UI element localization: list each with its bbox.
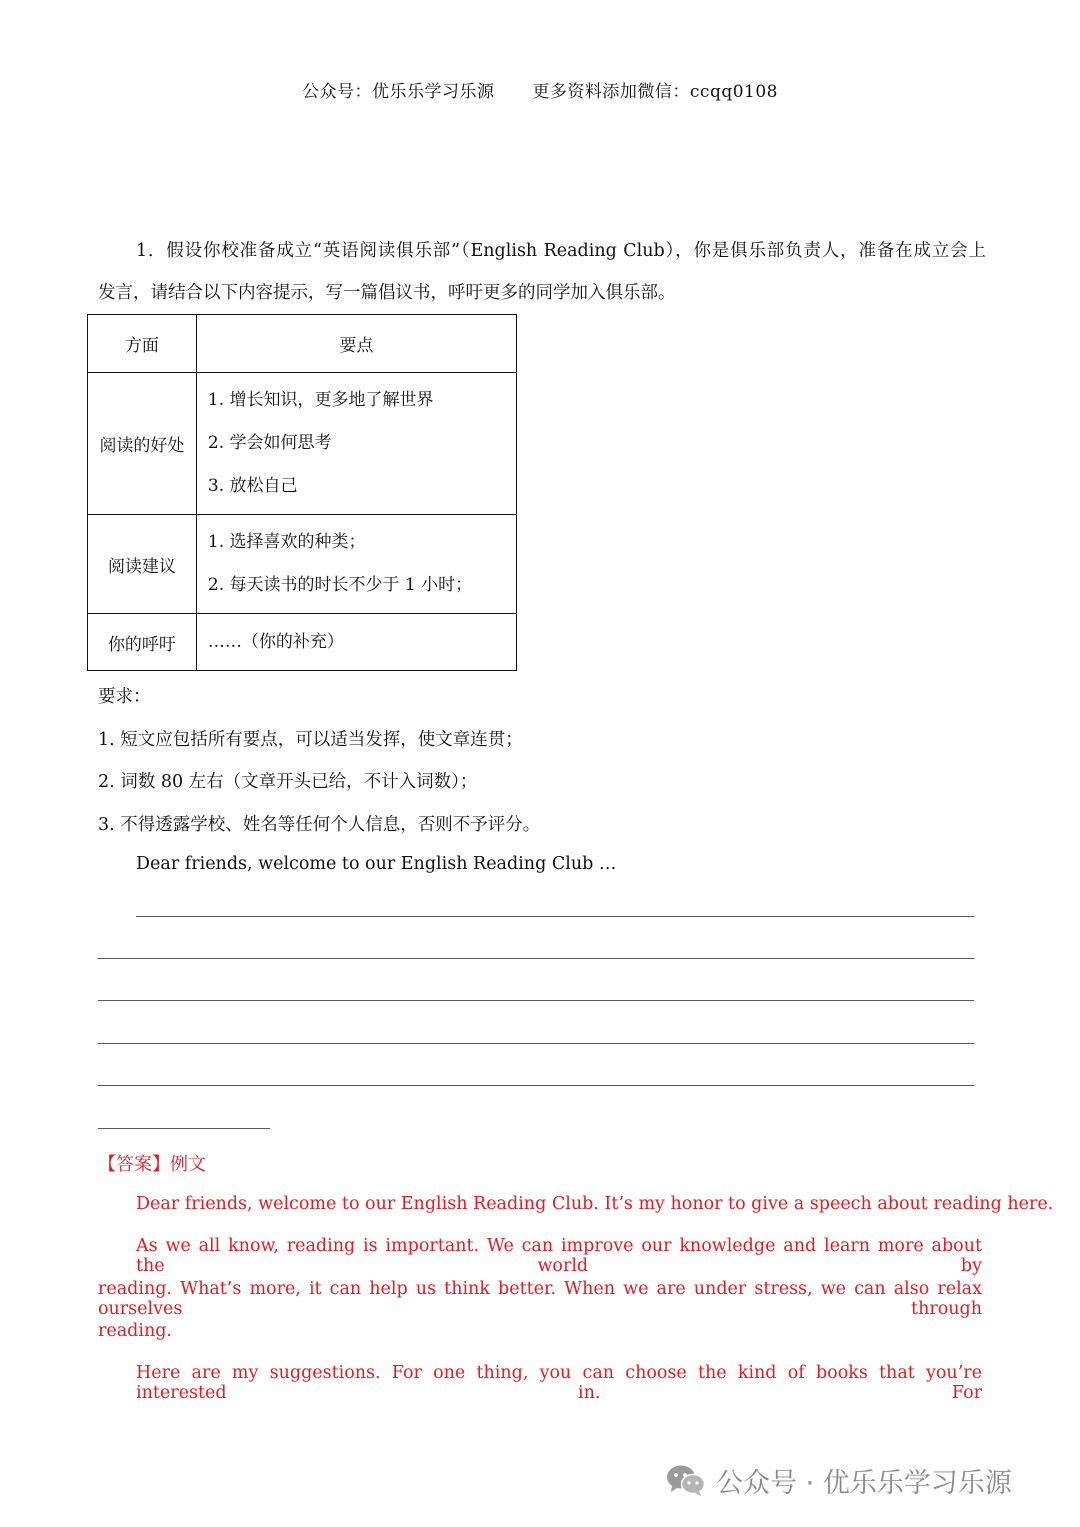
header-wechat: 更多资料添加微信：ccqq0108 (532, 82, 778, 102)
writing-line[interactable] (136, 916, 974, 917)
point-item: ……（你的补充） (207, 631, 344, 652)
requirement-item: 1. 短文应包括所有要点，可以适当发挥，使文章连贯； (98, 730, 523, 750)
table-cell-points (196, 373, 516, 515)
answer-paragraph-3-line-1: Here are my suggestions. For one thing, you can choose the kind of books that you’re interested in. For (136, 1363, 982, 1403)
table-cell-points (196, 614, 516, 671)
watermark-text: 公众号 · 优乐乐学习乐源 (716, 1467, 1012, 1499)
point-item: 1. 增长知识，更多地了解世界 (207, 390, 434, 410)
page-header (0, 77, 1080, 102)
table-cell-aspect: 你的呼吁 (88, 614, 197, 671)
table-cell-points (196, 515, 516, 614)
answer-label: 【答案】例文 (98, 1154, 206, 1175)
table-cell-aspect: 阅读的好处 (88, 373, 197, 515)
table-row (88, 614, 517, 671)
point-item: 3. 放松自己 (207, 476, 298, 496)
table-row (88, 515, 517, 614)
header-account: 公众号：优乐乐学习乐源 (302, 82, 495, 102)
table-header-points: 要点 (196, 315, 516, 373)
answer-paragraph-2-line-1: As we all know, reading is important. We can improve our knowledge and learn more about the world by (136, 1236, 982, 1276)
writing-line[interactable] (98, 1043, 974, 1044)
table-header-aspect: 方面 (88, 315, 197, 373)
question-line-2: 发言，请结合以下内容提示，写一篇倡议书，呼吁更多的同学加入俱乐部。 (98, 283, 676, 303)
content-table (87, 314, 517, 671)
requirements-title: 要求： (98, 687, 151, 707)
answer-paragraph-2-line-3: reading. (98, 1321, 172, 1341)
table-row (88, 373, 517, 515)
writing-line[interactable] (98, 1128, 270, 1129)
requirement-item: 2. 词数 80 左右（文章开头已给，不计入词数）； (98, 772, 478, 792)
watermark (666, 1458, 1012, 1502)
table-cell-aspect: 阅读建议 (88, 515, 197, 614)
point-item: 2. 每天读书的时长不少于 1 小时； (207, 575, 473, 595)
writing-line[interactable] (98, 958, 974, 959)
essay-opening: Dear friends, welcome to our English Reading Club … (136, 854, 617, 874)
writing-line[interactable] (98, 1085, 974, 1086)
point-item: 2. 学会如何思考 (207, 433, 332, 453)
point-item: 1. 选择喜欢的种类； (207, 532, 366, 552)
answer-paragraph-1: Dear friends, welcome to our English Reading Club. It’s my honor to give a speech about reading here. (136, 1194, 1054, 1214)
answer-paragraph-2-line-2: reading. What’s more, it can help us think better. When we are under stress, we can also relax ourselves through (98, 1279, 982, 1319)
wechat-icon (666, 1463, 706, 1497)
writing-line[interactable] (98, 1000, 974, 1001)
table-header-row (88, 315, 517, 373)
question-line-1: 1．假设你校准备成立“英语阅读俱乐部”（English Reading Club），你是俱乐部负责人，准备在成立会上 (136, 241, 986, 261)
requirement-item: 3. 不得透露学校、姓名等任何个人信息，否则不予评分。 (98, 815, 541, 835)
